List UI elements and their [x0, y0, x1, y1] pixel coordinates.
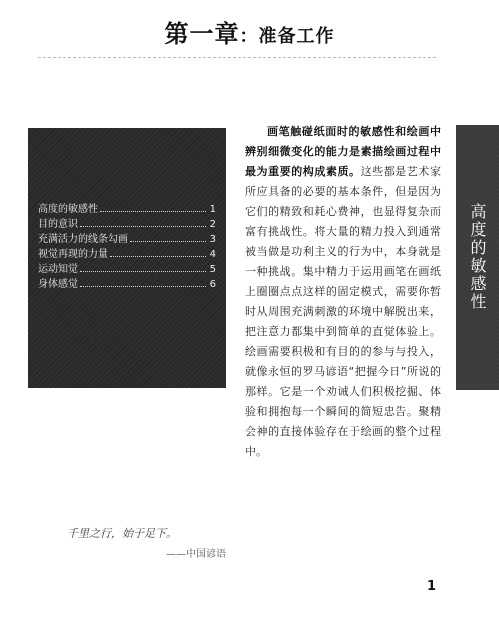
toc-item-label: 高度的敏感性 — [38, 204, 98, 215]
toc-item[interactable] — [38, 230, 216, 245]
page-number: 1 — [427, 579, 437, 594]
toc-item[interactable] — [38, 200, 216, 215]
chapter-number: 第一章 — [164, 20, 240, 48]
chapter-separator: ： — [239, 26, 259, 47]
body-text: 这些都是艺术家所应具备的必要的基本条件，但是因为它们的精致和耗心费神，也显得复杂而富有挑战性。将大量的精力投入到通常被当做是功利主义的行为中，本身就是一种挑战。集中精力于运用画笔在画纸上圈圈点点这样的固定模式，需要你暂时从周围充满刺激的环境中解脱出来，把注意力都集中到简单的直觉体验上。绘画需要积极和有目的的参与与投入，就像永恒的罗马谚语“把握今日”所说的那样。它是一个劝诫人们积极挖掘、体验和拥抱每一个瞬间的简短忠告。聚精会神的直接体验存在于绘画的整个过程中。 — [245, 165, 441, 458]
toc-item-label: 目的意识 — [38, 219, 78, 230]
toc-item-page: 2 — [209, 219, 216, 230]
toc-item-label: 视觉再现的力量 — [38, 249, 108, 260]
toc-list — [38, 200, 216, 290]
toc-item-label: 运动知觉 — [38, 264, 78, 275]
title-divider — [38, 57, 436, 58]
toc-leader — [110, 256, 206, 257]
epigraph-quote: 千里之行，始于足下。 — [67, 527, 177, 540]
chapter-title — [0, 14, 499, 49]
toc-leader — [130, 241, 206, 242]
toc-item-page: 6 — [209, 279, 216, 290]
toc-leader — [80, 286, 206, 287]
toc-item[interactable] — [38, 275, 216, 290]
toc-item[interactable] — [38, 260, 216, 275]
toc-leader — [100, 211, 206, 212]
toc-item-page: 3 — [209, 234, 216, 245]
toc-leader — [80, 271, 206, 272]
section-side-tab — [456, 125, 499, 390]
chapter-name: 准备工作 — [258, 26, 335, 47]
toc-item-page: 5 — [209, 264, 216, 275]
toc-item-page: 4 — [209, 249, 216, 260]
toc-panel — [28, 128, 226, 388]
toc-item-label: 充满活力的线条勾画 — [38, 234, 128, 245]
epigraph-source: ——中国谚语 — [166, 549, 226, 560]
toc-item-label: 身体感觉 — [38, 279, 78, 290]
body-paragraph — [245, 122, 441, 462]
body-lead-sentence: 画笔触碰纸面时的敏感性和绘画中辨别细微变化的能力是素描绘画过程中最为重要的构成素质。 — [245, 125, 441, 178]
section-side-tab-label: 高度的敏感性 — [468, 203, 487, 311]
toc-item-page: 1 — [209, 204, 216, 215]
toc-leader — [80, 226, 206, 227]
toc-item[interactable] — [38, 245, 216, 260]
toc-item[interactable] — [38, 215, 216, 230]
